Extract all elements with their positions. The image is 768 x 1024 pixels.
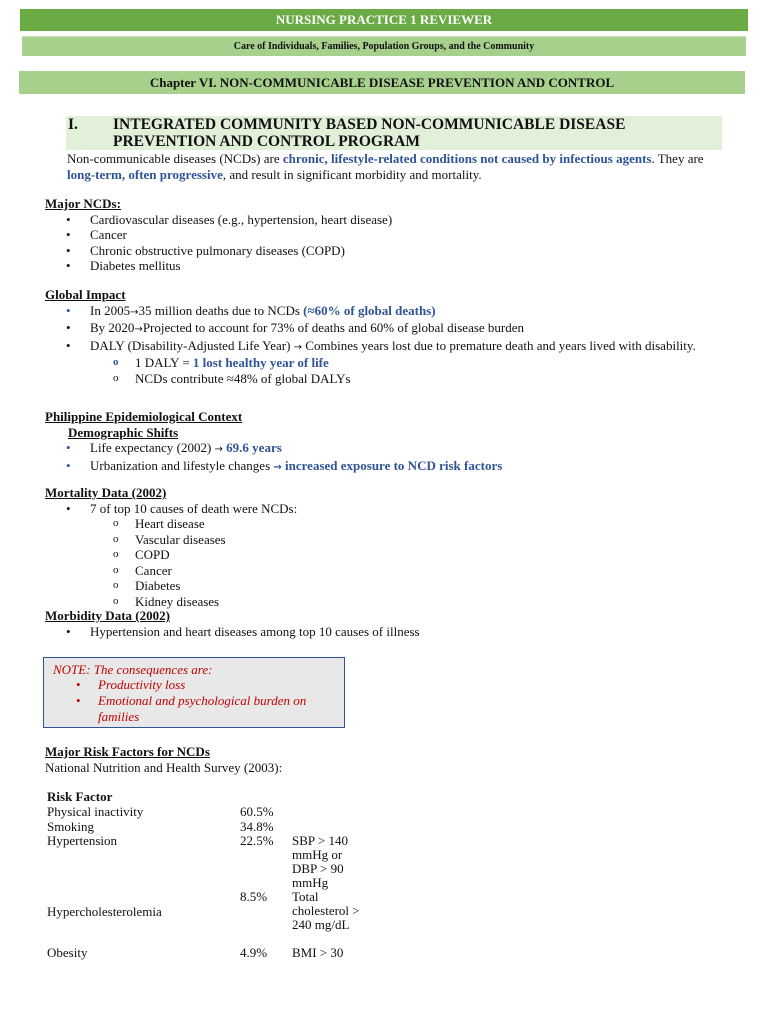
major-ncds-section	[45, 196, 725, 274]
risk-factors-section	[45, 744, 725, 775]
arrow-icon: →	[293, 341, 303, 353]
intro-text-1: Non-communicable diseases (NCDs) are	[67, 151, 283, 166]
global-impact-section	[45, 287, 725, 386]
morbidity-list	[45, 624, 725, 640]
chapter-banner: Chapter VI. NON-COMMUNICABLE DISEASE PREVENTION AND CONTROL	[19, 71, 745, 94]
sub-list-item: o COPD	[113, 547, 170, 562]
table-cell-pct: 22.5%	[240, 833, 274, 848]
table-cell-factor: Physical inactivity	[47, 804, 144, 819]
risk-factors-heading: Major Risk Factors for NCDs	[45, 744, 210, 759]
note-item: • Productivity loss	[76, 677, 186, 692]
philippine-context-section	[45, 409, 725, 475]
list-item: • Urbanization and lifestyle changes → increased exposure to NCD risk factors	[66, 457, 503, 473]
table-cell-factor: Hypertension	[47, 833, 118, 848]
mortality-heading: Mortality Data (2002)	[45, 485, 167, 500]
survey-source: National Nutrition and Health Survey (2003):	[45, 759, 283, 775]
table-cell-factor: Obesity	[47, 945, 88, 960]
table-cell-criteria: Total cholesterol > 240 mg/dL	[292, 889, 360, 932]
reviewer-title-banner: NURSING PRACTICE 1 REVIEWER	[20, 9, 748, 31]
list-item: • Chronic obstructive pulmonary diseases (COPD)	[66, 242, 345, 258]
philippine-context-heading: Philippine Epidemiological Context	[45, 409, 243, 424]
arrow-icon: →	[214, 444, 223, 455]
section-number: I.	[68, 116, 78, 133]
table-cell-factor: Smoking	[47, 819, 94, 834]
list-item: • Hypertension and heart diseases among top 10 causes of illness	[66, 623, 420, 639]
mortality-section	[45, 485, 725, 609]
note-box	[43, 657, 345, 728]
intro-text-3: , and result in significant morbidity and mortality.	[222, 166, 482, 182]
major-ncds-heading: Major NCDs:	[45, 196, 121, 211]
arrow-icon: →	[130, 306, 139, 318]
morbidity-heading: Morbidity Data (2002)	[45, 608, 170, 623]
demographic-list	[45, 440, 725, 475]
note-title: NOTE: The consequences are:	[53, 662, 213, 677]
intro-text-2: . They are	[651, 151, 704, 166]
table-cell-pct: 34.8%	[240, 819, 274, 834]
section-title: INTEGRATED COMMUNITY BASED NON-COMMUNICABLE DISEASE PREVENTION AND CONTROL PROGRAM	[113, 116, 626, 150]
table-cell-pct: 8.5%	[240, 889, 268, 904]
sub-list-item: o NCDs contribute ≈48% of global DALYs	[113, 370, 351, 386]
arrow-icon: →	[134, 324, 143, 335]
subtitle-banner: Care of Individuals, Families, Population Groups, and the Community	[22, 36, 746, 56]
note-item: • Emotional and psychological burden on families	[76, 693, 307, 724]
major-ncds-list	[45, 212, 725, 274]
intro-highlight-2: long-term, often progressive	[67, 166, 223, 182]
sub-list-item: o Vascular diseases	[113, 531, 226, 547]
table-cell-factor: Hypercholesterolemia	[47, 904, 162, 919]
morbidity-section	[45, 608, 725, 639]
mortality-list	[45, 501, 725, 610]
list-item: • By 2020→Projected to account for 73% of deaths and 60% of global disease burden	[66, 320, 525, 335]
sub-list-item: o Kidney diseases	[113, 593, 220, 609]
intro-paragraph	[67, 151, 717, 182]
intro-highlight-1: chronic, lifestyle-related conditions not caused by infectious agents	[282, 151, 652, 166]
list-item: • DALY (Disability-Adjusted Life Year) → Combines years lost due to premature death and years lived with disability.	[66, 337, 696, 353]
sub-list-item: o Cancer	[113, 562, 172, 578]
list-item: • 7 of top 10 causes of death were NCDs:	[66, 500, 298, 516]
sub-list-item: o 1 DALY = 1 lost healthy year of life	[113, 355, 329, 370]
list-item: • Cardiovascular diseases (e.g., hypertension, heart disease)	[66, 211, 393, 227]
list-item: • In 2005→35 million deaths due to NCDs (≈60% of global deaths)	[66, 302, 436, 318]
table-cell-pct: 4.9%	[240, 945, 268, 960]
table-cell-criteria: BMI > 30	[292, 945, 344, 960]
section-heading	[66, 116, 722, 150]
arrow-icon: →	[273, 461, 282, 473]
table-cell-criteria: SBP > 140 mmHg or DBP > 90 mmHg	[292, 833, 348, 890]
demographic-shifts-heading: Demographic Shifts	[68, 424, 179, 440]
sub-list-item: o Diabetes	[113, 578, 181, 593]
list-item: • Life expectancy (2002) → 69.6 years	[66, 440, 282, 455]
list-item: • Diabetes mellitus	[66, 258, 181, 273]
list-item: • Cancer	[66, 227, 127, 242]
global-impact-list	[45, 303, 725, 387]
sub-list-item: o Heart disease	[113, 516, 205, 531]
table-header: Risk Factor	[47, 789, 113, 804]
global-impact-heading: Global Impact	[45, 287, 126, 302]
table-cell-pct: 60.5%	[240, 804, 274, 819]
